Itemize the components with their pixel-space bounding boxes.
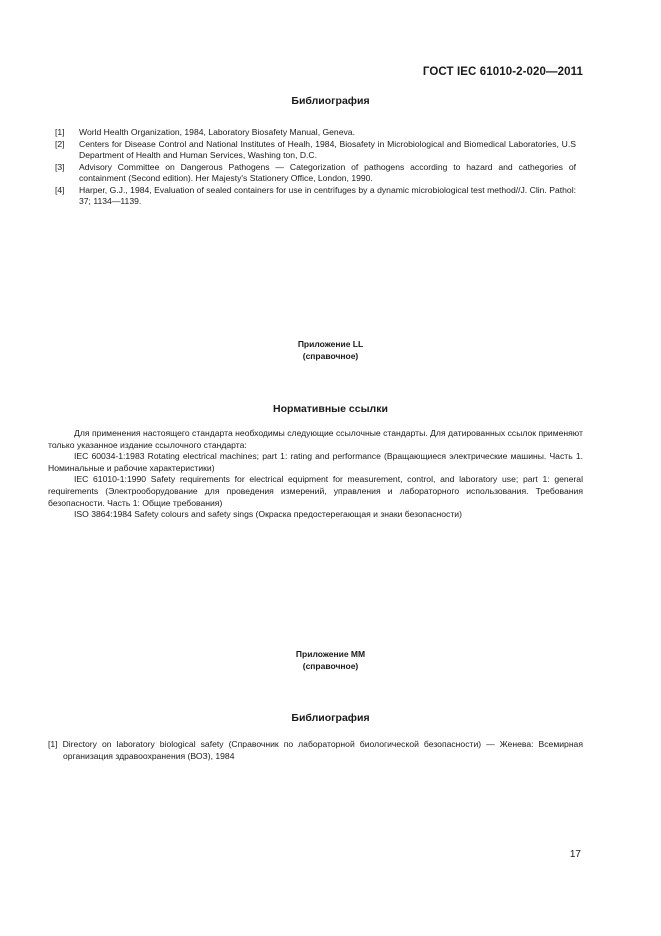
reference-number: [2] bbox=[55, 138, 65, 149]
normative-paragraph: IEC 60034-1:1983 Rotating electrical machines; part 1: rating and performance (Вращающиеся электрические машины. Часть 1. Номинальные и рабочие характеристики) bbox=[48, 451, 583, 473]
annex-ll-heading bbox=[0, 338, 661, 362]
normative-paragraph: Для применения настоящего стандарта необходимы следующие ссылочные стандарты. Для датированных ссылок применяют только указанное издание ссылочного стандарта: bbox=[48, 428, 583, 450]
bibliography-item bbox=[55, 127, 576, 138]
reference-text: Advisory Committee on Dangerous Pathogens — Categorization of pathogens according to hazard and cathegories of containment (Second edition). Her Majesty's Stationery Office, London, 1990. bbox=[79, 161, 576, 183]
normative-paragraph: ISO 3864:1984 Safety colours and safety sings (Окраска предостерегающая и знаки безопасности) bbox=[74, 509, 462, 520]
annex-ll-title: Приложение LL bbox=[297, 339, 364, 349]
bibliography-list bbox=[55, 127, 576, 207]
reference-number: [4] bbox=[55, 184, 65, 195]
document-code: ГОСТ IEC 61010-2-020—2011 bbox=[422, 66, 583, 78]
bibliography-item: [1] Directory on laboratory biological safety (Справочник по лабораторной биологической безопасности) — Женева: Всемирная организация здравоохранения (ВОЗ), 1984 bbox=[48, 739, 583, 761]
reference-text: Harper, G.J., 1984, Evaluation of sealed containers for use in centrifuges by a dynamic microbiological test method//J. Clin. Pathol: 37; 1134—1139. bbox=[79, 184, 576, 206]
reference-number: [1] bbox=[55, 127, 65, 137]
annex-ll-type: (справочное) bbox=[302, 351, 359, 361]
reference-text: World Health Organization, 1984, Laboratory Biosafety Manual, Geneva. bbox=[79, 127, 355, 137]
bibliography-item bbox=[55, 185, 576, 207]
annex-mm-heading bbox=[0, 648, 661, 672]
normative-references-text bbox=[48, 428, 583, 521]
annex-mm-type: (справочное) bbox=[302, 661, 359, 671]
normative-references-title: Нормативные ссылки bbox=[273, 403, 388, 415]
normative-paragraph: IEC 61010-1:1990 Safety requirements for electrical equipment for measurement, control, and laboratory use; part 1: general requirements (Электрооборудование для проведения измерений, управления и лабораторного использования. Требования безопасности. Часть 1: Общие требования) bbox=[48, 474, 583, 508]
bibliography-title: Библиография bbox=[291, 95, 370, 107]
reference-text: Centers for Disease Control and National Institutes of Healh, 1984, Biosafety in Microbiological and Biomedical Laboratories, U.S Department of Health and Human Services, Washing ton, D.C. bbox=[79, 138, 576, 160]
page-number: 17 bbox=[569, 849, 581, 860]
bibliography-title-2: Библиография bbox=[291, 712, 370, 724]
bibliography-list-2 bbox=[48, 739, 583, 762]
bibliography-item bbox=[55, 162, 576, 184]
bibliography-item bbox=[55, 139, 576, 161]
reference-number: [3] bbox=[55, 161, 65, 172]
annex-mm-title: Приложение ММ bbox=[295, 649, 366, 659]
